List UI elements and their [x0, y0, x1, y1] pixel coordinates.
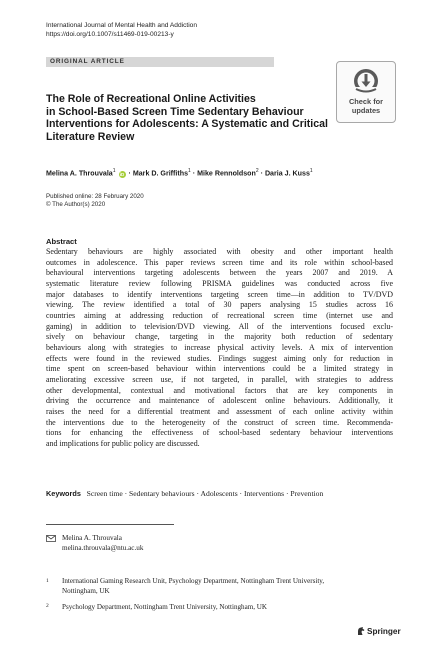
author-affiliation-sup: 1 — [188, 168, 191, 174]
author-name[interactable]: Mark D. Griffiths — [132, 169, 189, 178]
title-line: Literature Review — [46, 131, 135, 144]
author-list: Melina A. Throuvala$^1$ iD · Mark D. Griffiths$^1$ · Mike Rennoldson$^2$ · Daria J. Kuss$^1$ — [46, 168, 313, 178]
abstract-line: effects were found in the reviewed studies. Findings suggest aiming only for reduction in — [46, 353, 393, 363]
keywords-text: Screen time · Sedentary behaviours · Adolescents · Interventions · Prevention — [86, 489, 324, 498]
abstract-heading: Abstract — [46, 237, 77, 246]
abstract-line: viewing. The review identified a total of 30 papers analysing 15 studies across 16 — [46, 300, 393, 310]
affiliation-text: Psychology Department, Nottingham Trent University, Nottingham, UK — [62, 603, 268, 611]
abstract-line: time spent on screen-based behaviour within interventions could be a limited strategy in — [46, 364, 393, 374]
affiliation-text: Nottingham, UK — [62, 587, 110, 596]
affiliation-number: 1 — [46, 578, 49, 584]
contact-email[interactable]: melina.throuvala@ntu.ac.uk — [62, 544, 144, 552]
keywords-section — [46, 489, 323, 498]
check-for-updates-icon — [353, 68, 379, 94]
check-for-label: Check for — [348, 97, 384, 106]
article-type-bar — [46, 57, 274, 67]
abstract-body — [46, 247, 393, 449]
updates-label: updates — [351, 106, 381, 115]
abstract-line: other developmental, contextual and motivational factors that are key components in — [46, 385, 393, 395]
publisher-logo — [356, 626, 401, 636]
abstract-line: systematic literature review following PRISMA guidelines was conducted across five — [46, 278, 393, 288]
title-line: Interventions for Adolescents: A Systematic and Critical — [46, 118, 328, 131]
check-for-updates-badge[interactable] — [336, 61, 396, 123]
author-affiliation-sup: 1 — [309, 168, 313, 174]
envelope-icon — [46, 535, 56, 542]
orcid-icon[interactable]: iD — [119, 172, 125, 178]
publisher-name: Springer — [367, 627, 401, 636]
affiliation-text: International Gaming Research Unit, Psychology Department, Nottingham Trent University, — [62, 577, 325, 585]
author-name[interactable]: Mike Rennoldson — [197, 169, 256, 178]
affiliation-number: 2 — [46, 603, 49, 609]
abstract-line: and implications for public policy are discussed. — [46, 438, 200, 448]
abstract-line: ameliorating excessive screen use, if not targeted, in parallel, with strategies to address — [46, 374, 393, 384]
author-affiliation-sup: 1 — [112, 168, 116, 174]
journal-name: International Journal of Mental Health and Addiction — [46, 22, 198, 29]
title-line: The Role of Recreational Online Activities — [46, 93, 256, 105]
title-line: in School-Based Screen Time Sedentary Behaviour — [46, 105, 304, 118]
keywords-label: Keywords — [46, 489, 81, 498]
abstract-line: sively on behaviour change, targeting in the majority both reduction of sedentary — [46, 332, 393, 342]
abstract-line: gaming) in addition to television/DVD viewing. All of the interventions focused exclu- — [46, 321, 393, 331]
springer-horse-icon — [356, 626, 366, 636]
abstract-line: behaviours along with strategies to increase physical activity levels. A mix of intervention — [46, 342, 393, 352]
abstract-line: outcomes in adolescence. This paper reviews screen time and its role within school-based — [46, 257, 393, 267]
journal-header — [46, 21, 197, 39]
abstract-line: tions for enhancing the effectiveness of school-based sedentary behaviour interventions — [46, 428, 393, 438]
contact-name: Melina A. Throuvala — [62, 534, 122, 542]
copyright-notice: © The Author(s) 2020 — [46, 201, 106, 208]
author-name[interactable]: Melina A. Throuvala — [46, 169, 113, 178]
abstract-line: raises the need for a differential treatment and assessment of each online activity within — [46, 406, 393, 416]
abstract-line: countries aiming at addressing reduction of recreational screen time (internet use and — [46, 310, 393, 320]
article-type-label: ORIGINAL ARTICLE — [50, 58, 125, 65]
article-title — [46, 93, 336, 144]
abstract-line: major databases to identify interventions targeting screen time—in addition to TV/DVD — [46, 289, 393, 299]
doi-link[interactable]: https://doi.org/10.1007/s11469-019-00213-y — [46, 31, 174, 38]
published-date: Published online: 28 February 2020 — [46, 193, 144, 200]
author-affiliation-sup: 2 — [255, 168, 259, 174]
abstract-line: driving the occurrence and maintenance of adolescent online behaviours. Additionally, it — [46, 396, 393, 406]
author-name[interactable]: Daria J. Kuss — [264, 169, 310, 178]
abstract-line: the interventions due to the heterogeneity of the construct of screen time. Recommenda- — [46, 417, 393, 427]
abstract-line: behavioural interventions targeting adolescents between the years 2007 and 2019. A — [46, 268, 393, 278]
footnote-divider — [46, 524, 174, 525]
abstract-line: Sedentary behaviours are highly associated with obesity and other important health — [46, 247, 393, 256]
